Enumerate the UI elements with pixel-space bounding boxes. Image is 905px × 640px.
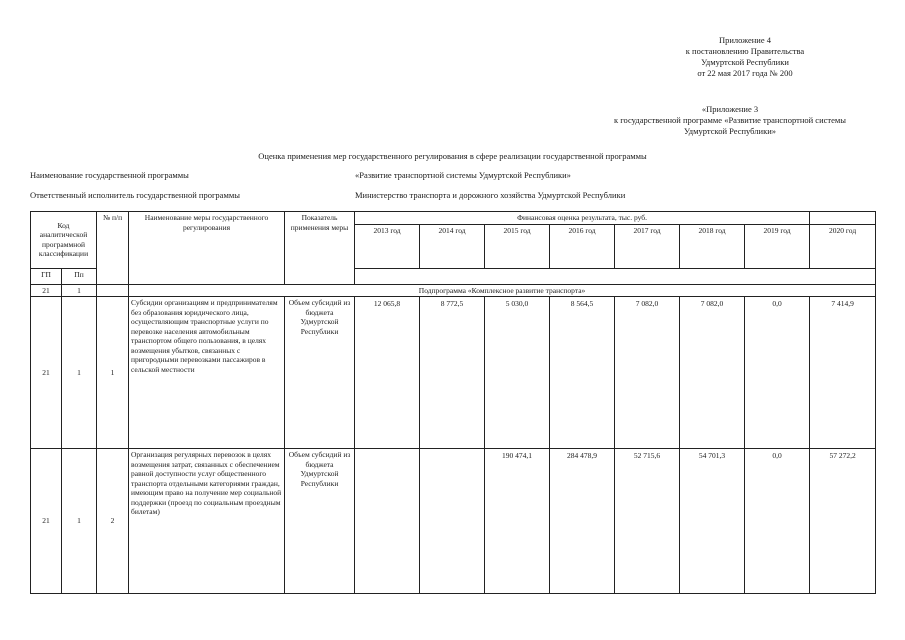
table-row [31,297,876,449]
cell-indicator: Объем субсидий из бюджета Удмуртской Республики [285,297,355,449]
col-header-measure-name: Наименование меры государственного регулирования [129,212,285,285]
cell-pp: 1 [62,449,97,594]
cell-measure-name: Организация регулярных перевозок в целях возмещения затрат, связанных с обеспечением равной доступности услуг общественного транспорта отдельными категориями граждан, имеющим право на получение мер социальной поддержки (проезд по социальным проездным билетам) [129,449,285,594]
col-header-pp: Пп [62,268,97,284]
cell-value-2020: 57 272,2 [810,449,876,594]
cell-gp: 21 [31,297,62,449]
col-header-year: 2020 год [810,224,876,268]
cell-value-2016: 284 478,9 [550,449,615,594]
col-header-year: 2013 год [355,224,420,268]
cell-measure-name: Субсидии организациям и предпринимателям без образования юридического лица, осуществляющим транспортные услуги по перевозке населения автомобильным транспортом общего пользования, в целях возмещения убытков, связанных с пригородными перевозками пассажиров в сельской местности [129,297,285,449]
col-header-indicator: Показатель применения меры [285,212,355,285]
cell-gp: 21 [31,449,62,594]
cell-value-2019: 0,0 [745,449,810,594]
col-header-year: 2014 год [420,224,485,268]
cell-value-2013 [355,449,420,594]
col-header-year: 2017 год [615,224,680,268]
cell-value-2020: 7 414,9 [810,297,876,449]
appendix-3-line: Удмуртской Республики» [683,126,777,136]
table-header-row [31,212,876,225]
cell-value-2015: 190 474,1 [485,449,550,594]
cell-value-2016: 8 564,5 [550,297,615,449]
col-header-code: Код аналитической программной классификации [31,212,97,269]
cell-value-2014 [420,449,485,594]
program-name-label: Наименование государственной программы [30,170,189,180]
appendix-4-line: Удмуртской Республики [701,57,789,67]
appendix-4-line: от 22 мая 2017 года № 200 [697,68,793,78]
cell-gp: 21 [31,284,62,297]
program-name-value: «Развитие транспортной системы Удмуртской Республики» [355,170,571,180]
cell-indicator: Объем субсидий из бюджета Удмуртской Республики [285,449,355,594]
cell-value-2018: 7 082,0 [680,297,745,449]
cell-number [97,284,129,297]
col-header-finance: Финансовая оценка результата, тыс. руб. [355,212,810,225]
col-header-year: 2016 год [550,224,615,268]
subprogram-row [31,284,876,297]
col-header-year: 2015 год [485,224,550,268]
document-title: Оценка применения мер государственного регулирования в сфере реализации государственной программы [258,151,647,161]
cell-value-2015: 5 030,0 [485,297,550,449]
col-header-gp: ГП [31,268,62,284]
appendix-3-line: к государственной программе «Развитие транспортной системы [614,115,846,125]
cell-value-2014: 8 772,5 [420,297,485,449]
subprogram-label: Подпрограмма «Комплексное развитие транспорта» [129,284,876,297]
col-header-year: 2019 год [745,224,810,268]
appendix-4-header [645,35,845,79]
table-row [31,449,876,594]
cell-pp: 1 [62,284,97,297]
appendix-3-line: «Приложение 3 [701,104,759,114]
cell-number: 2 [97,449,129,594]
cell-number: 1 [97,297,129,449]
cell-value-2017: 7 082,0 [615,297,680,449]
cell-value-2018: 54 701,3 [680,449,745,594]
col-header-year: 2018 год [680,224,745,268]
appendix-3-header [580,104,880,137]
cell-value-2019: 0,0 [745,297,810,449]
cell-pp: 1 [62,297,97,449]
col-header-year-continuation [355,268,876,284]
executor-label: Ответственный исполнитель государственной программы [30,190,240,200]
appendix-4-line: Приложение 4 [719,35,771,45]
col-header-blank [810,212,876,225]
col-header-number: № п/п [97,212,129,285]
regulation-measures-table [30,211,876,594]
cell-value-2013: 12 065,8 [355,297,420,449]
appendix-4-line: к постановлению Правительства [685,46,805,56]
executor-value: Министерство транспорта и дорожного хозяйства Удмуртской Республики [355,190,626,200]
cell-value-2017: 52 715,6 [615,449,680,594]
